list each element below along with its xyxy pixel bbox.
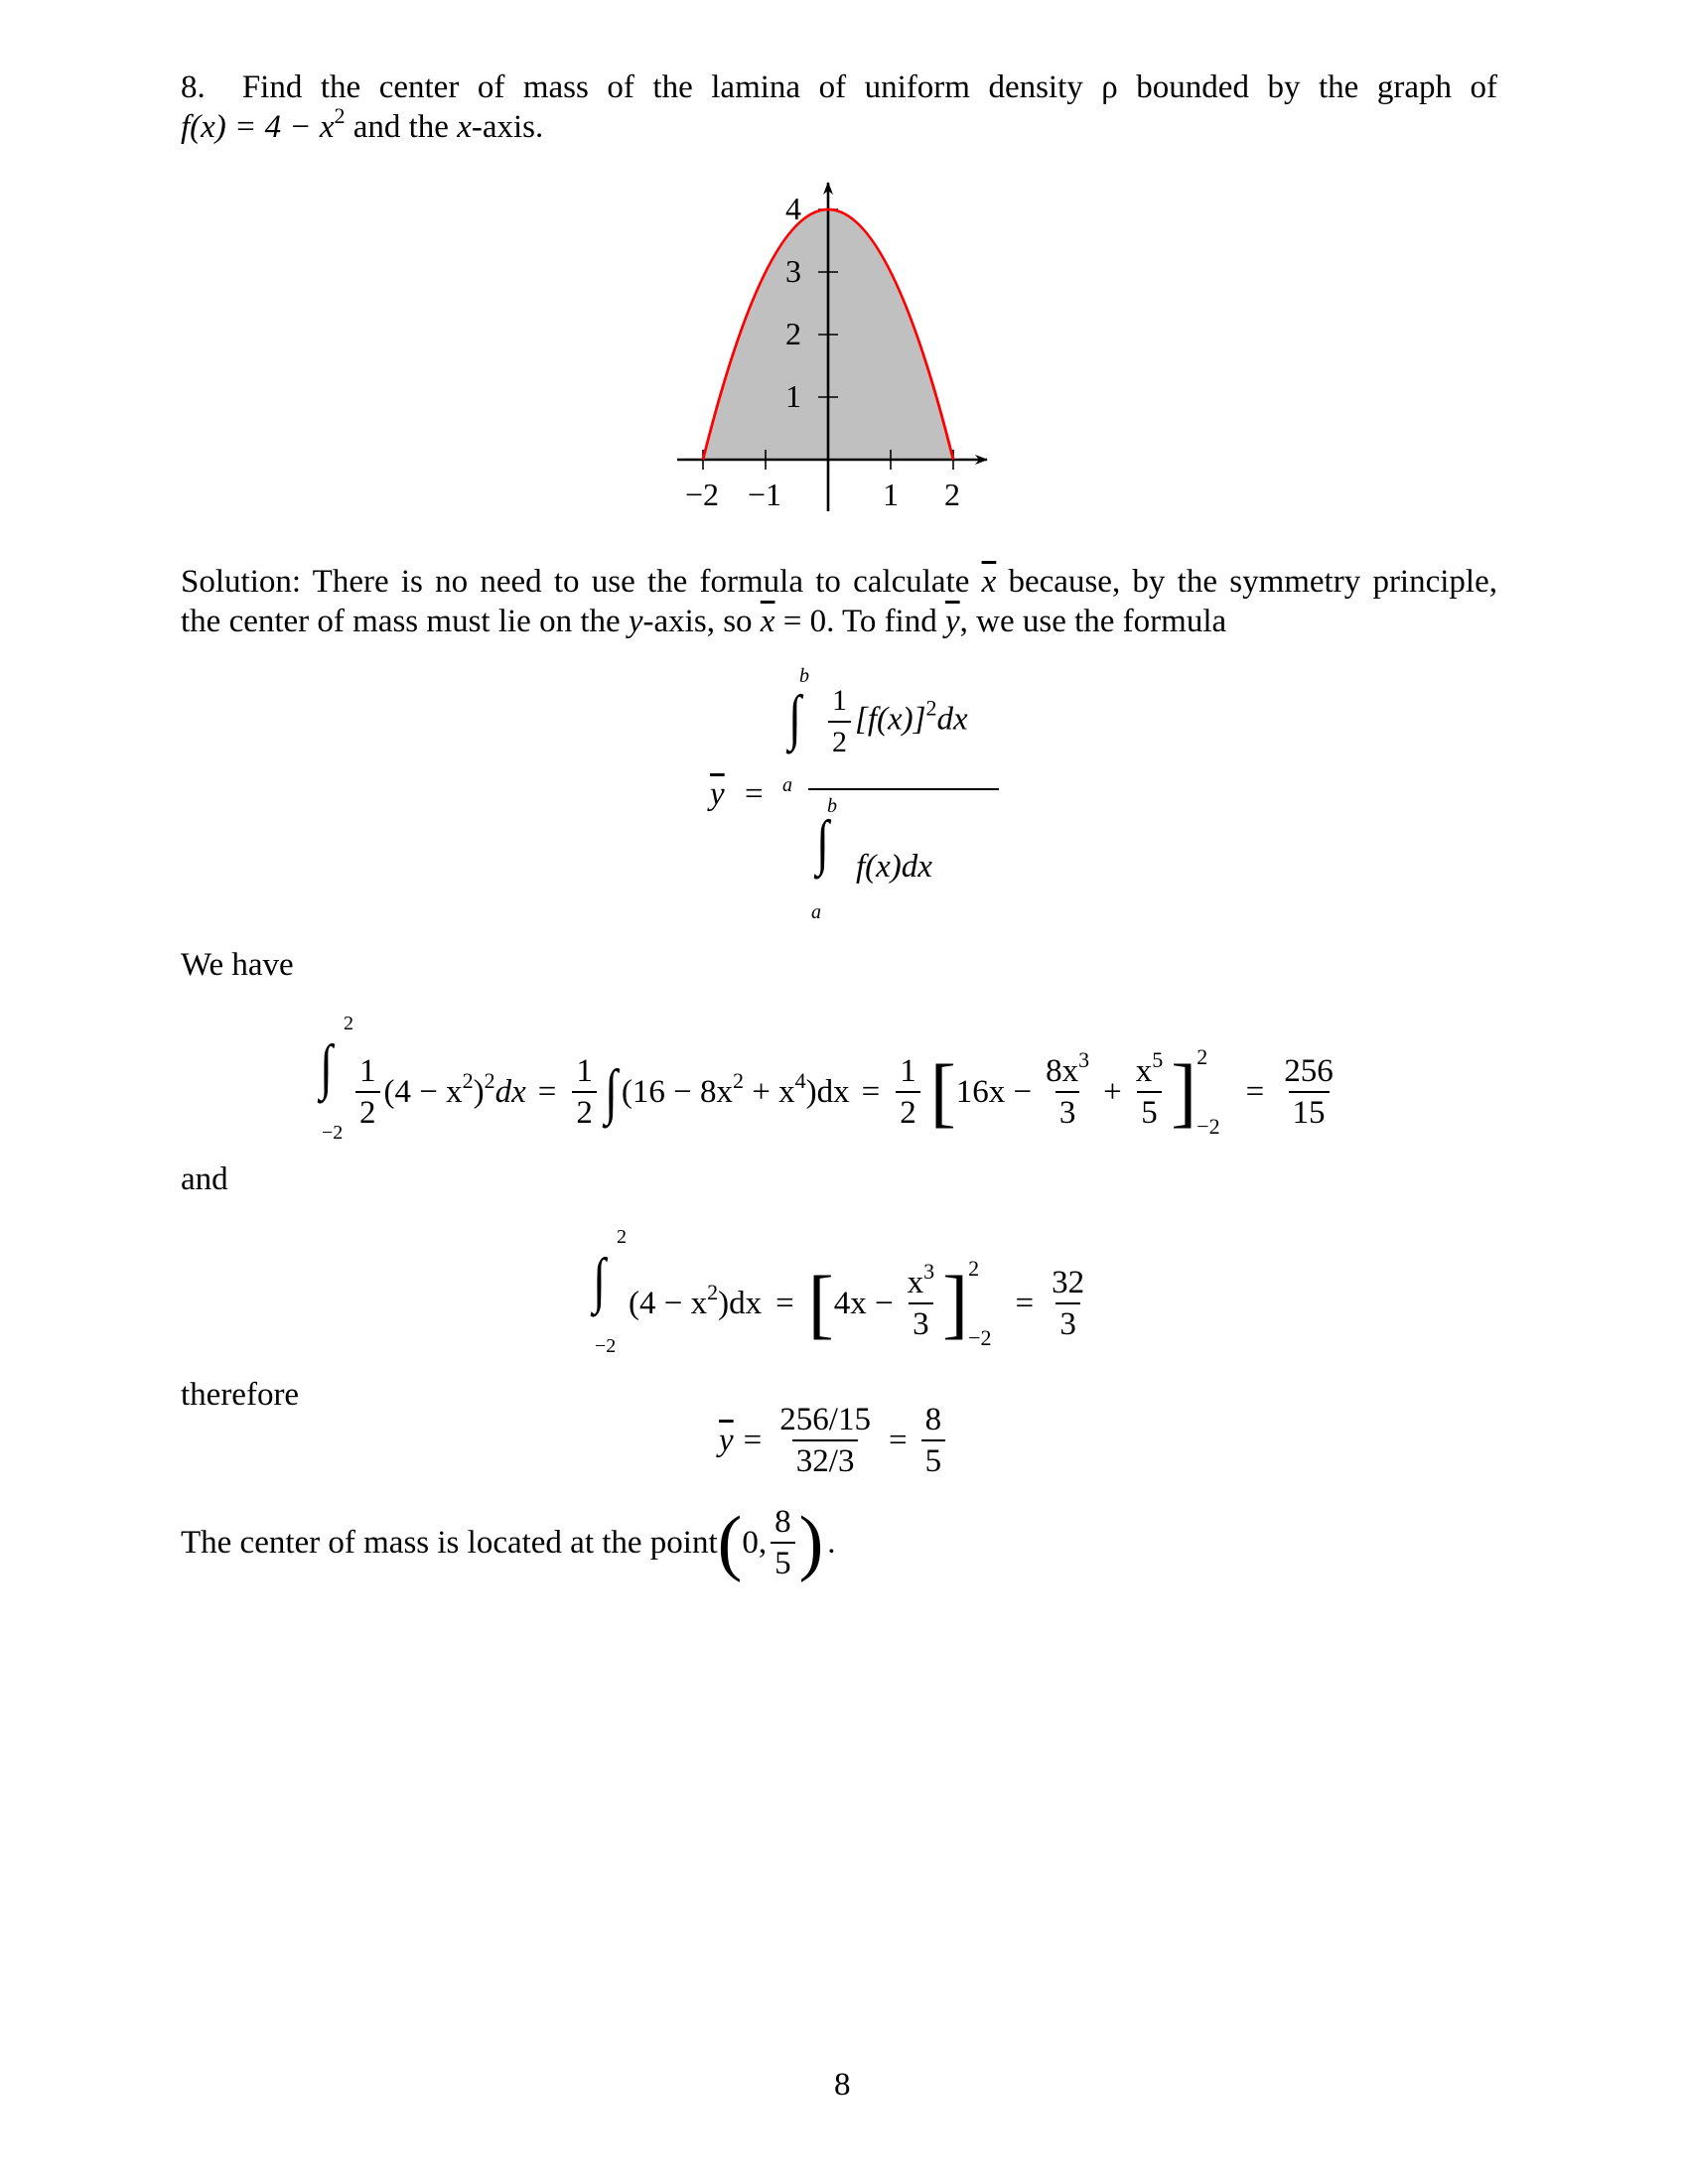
den-lower-limit: a xyxy=(811,901,821,923)
fraction-numerator: 32 xyxy=(1052,1265,1085,1300)
equals-sign: = xyxy=(861,1073,881,1110)
equation-1-body xyxy=(352,1044,1341,1140)
therefore-label: therefore xyxy=(181,1377,300,1413)
x-tick-label-2: 2 xyxy=(944,477,960,512)
num-upper-limit: b xyxy=(799,665,809,687)
eval-upper: 2 xyxy=(1196,1044,1208,1069)
solution-line-1 xyxy=(181,562,1497,602)
evaluation-limits xyxy=(1196,1044,1219,1140)
fraction-denominator: 5 xyxy=(771,1542,795,1581)
point-y-fraction xyxy=(771,1504,795,1581)
fraction-numerator: 256 xyxy=(1284,1053,1334,1089)
evaluation-limits xyxy=(968,1256,991,1351)
term-16x: 16x − xyxy=(955,1073,1033,1110)
fraction-denominator: 15 xyxy=(1289,1091,1330,1131)
we-have-label: We have xyxy=(181,947,294,983)
x-tick-label-1: 1 xyxy=(883,477,899,512)
point-x: 0, xyxy=(742,1524,768,1561)
dx: dx xyxy=(494,1073,526,1110)
half-fraction xyxy=(572,1053,597,1131)
fraction-denominator: 3 xyxy=(909,1302,933,1342)
term-text: ) xyxy=(473,1073,485,1110)
integral-sign: ∫ xyxy=(816,809,829,877)
exponent: 2 xyxy=(334,103,346,128)
fraction-numerator: 1 xyxy=(832,684,847,717)
lower-limit: −2 xyxy=(322,1122,344,1144)
exponent: 2 xyxy=(707,1279,719,1304)
solution-line-2 xyxy=(181,602,1226,641)
fraction-denominator: 2 xyxy=(572,1091,597,1131)
y-tick-label-2: 2 xyxy=(785,316,801,351)
quotient-fraction xyxy=(775,1402,875,1479)
term-text: (4 − x xyxy=(629,1285,708,1321)
half-fraction xyxy=(896,1053,920,1131)
problem-line-1 xyxy=(181,68,1497,107)
solution-text-2: because, by the symmetry principle, xyxy=(996,564,1497,600)
equation-3 xyxy=(719,1402,949,1479)
fraction-numerator: 8 xyxy=(924,1402,942,1437)
fraction-denominator: 32/3 xyxy=(792,1439,859,1479)
left-paren: ( xyxy=(717,1502,743,1583)
y-tick-label-4: 4 xyxy=(785,191,801,226)
formula-lhs: $\overline{y}$ xyxy=(710,776,725,812)
exponent: 2 xyxy=(462,1067,474,1093)
fraction-x5-over-5 xyxy=(1132,1047,1168,1131)
fraction-x3-over-3 xyxy=(904,1259,939,1342)
equals-sign: = xyxy=(1015,1285,1035,1321)
x-bar-symbol: $\overline{x}$ xyxy=(981,564,997,600)
fraction-numerator xyxy=(1132,1047,1168,1091)
problem-line-2 xyxy=(181,103,544,147)
term-text: 8x xyxy=(1046,1053,1079,1089)
plus-sign: + xyxy=(1103,1073,1122,1110)
function-definition: f(x) = 4 − x xyxy=(181,109,335,145)
fraction-numerator: 8 xyxy=(774,1504,791,1540)
num-expression xyxy=(824,683,968,760)
term-text: + x xyxy=(743,1073,795,1110)
problem-text: Find the center of mass of the lamina of uniform density ρ bounded by the graph of xyxy=(241,69,1497,105)
left-bracket: [ xyxy=(929,1048,956,1135)
variable-y: y xyxy=(628,604,643,639)
equals-sign: = xyxy=(537,1073,557,1110)
fraction-denominator: 2 xyxy=(828,721,851,760)
term-1 xyxy=(629,1279,763,1322)
term-text: x xyxy=(907,1265,924,1300)
half-fraction xyxy=(828,683,851,760)
conclusion-text: The center of mass is located at the point xyxy=(181,1525,718,1561)
term-1 xyxy=(383,1067,526,1111)
den-expression: f(x)dx xyxy=(856,849,932,885)
term-4x: 4x − xyxy=(833,1285,894,1321)
fraction-denominator: 5 xyxy=(921,1439,946,1479)
x-bar-symbol: $\overline{x}$ xyxy=(760,604,775,639)
num-lower-limit: a xyxy=(782,774,792,796)
dx: dx xyxy=(936,701,968,738)
fraction-numerator: 1 xyxy=(359,1053,376,1089)
solution-text-4: -axis, so xyxy=(642,604,761,639)
eval-upper: 2 xyxy=(968,1256,980,1281)
upper-limit: 2 xyxy=(344,1013,353,1034)
fraction-numerator: 1 xyxy=(900,1053,916,1089)
problem-text-2: and the xyxy=(345,109,458,145)
solution-text-6: , we use the formula xyxy=(959,604,1227,639)
page-number: 8 xyxy=(834,2067,851,2103)
fraction-numerator: 1 xyxy=(576,1053,593,1089)
y-tick-label-1: 1 xyxy=(785,378,801,414)
fraction-denominator: 3 xyxy=(1055,1091,1080,1131)
y-tick-label-3: 3 xyxy=(785,253,801,289)
exponent: 2 xyxy=(732,1067,744,1093)
solution-text-5: = 0. To find xyxy=(774,604,945,639)
term-text: (4 − x xyxy=(383,1073,463,1110)
exponent: 3 xyxy=(1078,1047,1090,1072)
f-squared: [f(x)] xyxy=(855,701,926,738)
exponent: 2 xyxy=(484,1067,495,1093)
den-upper-limit: b xyxy=(827,795,837,817)
period: . xyxy=(827,1524,836,1561)
variable-x: x xyxy=(457,109,472,145)
result-fraction xyxy=(1048,1265,1088,1342)
y-bar-symbol: $\overline{y}$ xyxy=(944,604,960,639)
solution-text-1: Solution: There is no need to use the formula to calculate xyxy=(181,564,982,600)
eval-lower: −2 xyxy=(968,1325,992,1350)
term-text: x xyxy=(1135,1053,1153,1089)
equals-sign: = xyxy=(775,1285,794,1321)
integral-sign: ∫ xyxy=(593,1247,606,1314)
left-bracket: [ xyxy=(807,1260,834,1346)
ybar-formula xyxy=(705,665,1003,933)
fraction-numerator: 256/15 xyxy=(779,1402,871,1437)
fraction-bar xyxy=(808,788,999,790)
equals-sign: = xyxy=(888,1422,908,1458)
fraction-numerator xyxy=(904,1259,939,1302)
exponent: 4 xyxy=(794,1067,806,1093)
exponent: 5 xyxy=(1152,1047,1164,1072)
conclusion-line xyxy=(181,1504,835,1581)
fraction-denominator: 5 xyxy=(1137,1091,1162,1131)
x-tick-label-neg2: −2 xyxy=(685,477,720,512)
fraction-8x3-over-3 xyxy=(1042,1047,1093,1131)
right-paren: ) xyxy=(798,1502,824,1583)
solution-text-3: the center of mass must lie on the xyxy=(181,604,629,639)
right-bracket: ] xyxy=(1171,1048,1197,1135)
fraction-numerator xyxy=(1042,1047,1093,1091)
parabola-graph xyxy=(655,169,1013,516)
upper-limit: 2 xyxy=(617,1226,627,1248)
y-bar-symbol: $\overline{y}$ xyxy=(719,1422,734,1458)
right-bracket: ] xyxy=(942,1260,969,1346)
equals-sign: = xyxy=(743,1422,763,1458)
problem-number: 8. xyxy=(181,69,206,105)
integral-sign: ∫ xyxy=(605,1058,618,1126)
eval-lower: −2 xyxy=(1196,1114,1220,1139)
term-2 xyxy=(621,1067,850,1111)
result-fraction xyxy=(1280,1053,1337,1131)
fraction-denominator: 2 xyxy=(896,1091,920,1131)
term-text: (16 − 8x xyxy=(621,1073,733,1110)
exponent: 3 xyxy=(923,1259,935,1284)
problem-text-3: -axis. xyxy=(471,109,544,145)
fraction-denominator: 2 xyxy=(355,1091,380,1131)
equation-1 xyxy=(308,1013,1400,1161)
integral-sign: ∫ xyxy=(788,684,801,751)
integral-sign: ∫ xyxy=(320,1033,333,1101)
equation-2 xyxy=(581,1226,1097,1375)
equals-sign: = xyxy=(1245,1073,1265,1110)
formula-equals: = xyxy=(745,776,764,812)
term-text: )dx xyxy=(718,1285,763,1321)
fraction-denominator: 3 xyxy=(1055,1302,1080,1342)
result-fraction xyxy=(921,1402,946,1479)
equation-2-body xyxy=(629,1256,1092,1351)
term-text: )dx xyxy=(805,1073,850,1110)
half-fraction xyxy=(355,1053,380,1131)
exponent: 2 xyxy=(925,695,937,721)
lower-limit: −2 xyxy=(595,1335,617,1357)
and-label: and xyxy=(181,1161,228,1197)
x-tick-label-neg1: −1 xyxy=(748,477,782,512)
